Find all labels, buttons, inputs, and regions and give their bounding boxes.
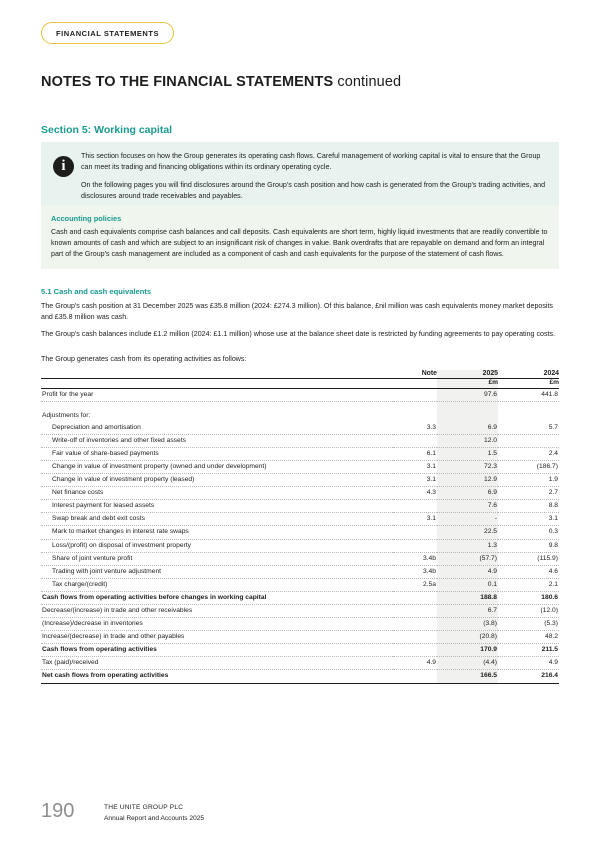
table-cell-label: Depreciation and amortisation: [41, 422, 393, 435]
table-cell-year2: 2.7: [498, 487, 559, 500]
table-cell-year2: (115.9): [498, 552, 559, 565]
table-row: [41, 631, 559, 644]
table-unit-year1: £m: [437, 379, 498, 389]
table-cell-label: Interest payment for leased assets: [41, 500, 393, 513]
table-cell-year1: 12.9: [437, 474, 498, 487]
table-unit-year2: £m: [498, 379, 559, 389]
cash-flow-table-wrapper: [41, 370, 559, 684]
note-paragraph-3: The Group generates cash from its operating activities as follows:: [41, 355, 247, 363]
table-cell-label: Swap break and debt exit costs: [41, 513, 393, 526]
table-cell-year1: 7.6: [437, 500, 498, 513]
table-header-note: Note: [393, 370, 437, 379]
table-cell-year1: 166.5: [437, 670, 498, 683]
intro-paragraph-1: This section focuses on how the Group generates its operating cash flows. Careful management of working capital is vital to ensure that the Group can meet its trading and financing obligations within its ordinary operating cycle.: [81, 152, 541, 171]
table-cell-label: Change in value of investment property (owned and under development): [41, 460, 393, 473]
table-cell-year1: (57.7): [437, 552, 498, 565]
table-cell-year1: (20.8): [437, 631, 498, 644]
table-cell-label: Mark to market changes in interest rate swaps: [41, 526, 393, 539]
table-cell-note: [393, 618, 437, 631]
table-cell-label: Loss/(profit) on disposal of investment property: [41, 539, 393, 552]
table-cell-year1: 12.0: [437, 434, 498, 447]
table-cell-note: 6.1: [393, 447, 437, 460]
table-cell-note: 2.5a: [393, 578, 437, 591]
table-row: [41, 487, 559, 500]
table-cell-year2: 180.6: [498, 591, 559, 604]
table-cell-label: Write-off of inventories and other fixed assets: [41, 434, 393, 447]
table-cell-label: Trading with joint venture adjustment: [41, 565, 393, 578]
table-cell-note: 3.4b: [393, 565, 437, 578]
table-cell-note: [393, 591, 437, 604]
table-cell-year1: 188.8: [437, 591, 498, 604]
table-unit-row: [41, 379, 559, 389]
table-cell-year2: (5.3): [498, 618, 559, 631]
table-cell-note: 3.1: [393, 513, 437, 526]
table-cell-label: (Increase)/decrease in inventories: [41, 618, 393, 631]
cash-flow-table: [41, 370, 559, 684]
table-cell-year1: 1.3: [437, 539, 498, 552]
table-cell-note: [393, 389, 437, 402]
table-cell-note: [393, 631, 437, 644]
table-row: [41, 565, 559, 578]
note-paragraph-2: The Group's cash balances include £1.2 million (2024: £1.1 million) whose use at the balance sheet date is restricted by funding agreements to pay operating costs.: [41, 330, 555, 338]
section-tag-badge: [41, 22, 174, 44]
accounting-policies-panel: [41, 206, 559, 269]
table-row: [41, 657, 559, 670]
table-cell-label: Fair value of share-based payments: [41, 447, 393, 460]
table-cell-note: [393, 605, 437, 618]
table-row: [41, 552, 559, 565]
section-tag-label: FINANCIAL STATEMENTS: [56, 28, 160, 38]
table-cell-year1: 6.9: [437, 487, 498, 500]
table-cell-label: Tax (paid)/received: [41, 657, 393, 670]
table-cell-label: Change in value of investment property (leased): [41, 474, 393, 487]
note-paragraph-1: The Group's cash position at 31 December 2025 was £35.8 million (2024: £274.3 million). Of this balance, £nil million was cash equivalents money market deposits and £35.8 million was cash.: [41, 302, 553, 322]
table-cell-year1: 22.5: [437, 526, 498, 539]
table-cell-label: Net finance costs: [41, 487, 393, 500]
table-row: [41, 605, 559, 618]
note-sub-heading: 5.1 Cash and cash equivalents: [41, 287, 152, 296]
table-cell-label: [41, 402, 393, 410]
table-cell-year1: (4.4): [437, 657, 498, 670]
table-row: [41, 578, 559, 591]
table-row: [41, 389, 559, 402]
table-row: [41, 513, 559, 526]
table-row: [41, 618, 559, 631]
table-row: [41, 670, 559, 683]
section-intro-panel: [41, 142, 559, 211]
table-cell-label: Cash flows from operating activities before changes in working capital: [41, 591, 393, 604]
accounting-policies-text: Cash and cash equivalents comprise cash balances and call deposits. Cash equivalents are short term, highly liquid investments that are readily convertible to known amounts of cash and which are subject to an insignificant risk of changes in value. Bank overdrafts that are repayable on demand and form an integral part of the Group's cash management are included as a component of cash and cash equivalents for the purpose of the statement of cash flows.: [51, 228, 548, 258]
page-title: [41, 74, 401, 90]
table-cell-year1: 0.1: [437, 578, 498, 591]
page-number: 190: [41, 800, 75, 822]
table-header-year2: 2024: [498, 370, 559, 379]
table-cell-year2: 48.2: [498, 631, 559, 644]
table-header-row: [41, 370, 559, 379]
table-row: [41, 539, 559, 552]
table-cell-year1: 1.5: [437, 447, 498, 460]
page-title-main: NOTES TO THE FINANCIAL STATEMENTS: [41, 74, 334, 90]
table-cell-year2: 5.7: [498, 422, 559, 435]
table-cell-note: [393, 644, 437, 657]
table-spacer-row: [41, 402, 559, 410]
table-cell-year1: 4.9: [437, 565, 498, 578]
table-cell-note: 4.9: [393, 657, 437, 670]
page-title-continued: continued: [337, 74, 402, 90]
table-cell-note: [393, 539, 437, 552]
table-cell-note: 3.1: [393, 474, 437, 487]
table-cell-year1: -: [437, 513, 498, 526]
table-row: [41, 644, 559, 657]
table-row: [41, 591, 559, 604]
intro-paragraph-2: On the following pages you will find disclosures around the Group's cash position and how cash is generated from the Group's trading activities, and disclosures around trade receivables and payables.: [81, 180, 546, 200]
table-cell-note: 3.4b: [393, 552, 437, 565]
table-cell-note: [393, 500, 437, 513]
table-cell-label: Share of joint venture profit: [41, 552, 393, 565]
table-header-label: [41, 370, 393, 379]
table-row: [41, 410, 559, 422]
table-cell-year2: 1.9: [498, 474, 559, 487]
table-row: [41, 422, 559, 435]
table-cell-year1: (3.8): [437, 618, 498, 631]
table-cell-label: Profit for the year: [41, 389, 393, 402]
table-cell-year2: 8.8: [498, 500, 559, 513]
table-cell-year1: 170.9: [437, 644, 498, 657]
table-row: [41, 447, 559, 460]
table-cell-note: [393, 526, 437, 539]
table-cell-year2: 211.5: [498, 644, 559, 657]
info-icon: i: [53, 156, 74, 177]
table-cell-note: 4.3: [393, 487, 437, 500]
table-cell-year1: [437, 410, 498, 422]
table-row: [41, 434, 559, 447]
table-cell-year1: [437, 402, 498, 410]
footer-company: THE UNITE GROUP PLC: [104, 804, 184, 811]
table-cell-year2: 2.4: [498, 447, 559, 460]
table-cell-label: Tax charge/(credit): [41, 578, 393, 591]
table-cell-label: Increase/(decrease) in trade and other payables: [41, 631, 393, 644]
table-cell-year2: 0.3: [498, 526, 559, 539]
table-cell-note: 3.1: [393, 460, 437, 473]
table-cell-year2: [498, 410, 559, 422]
table-row: [41, 460, 559, 473]
table-cell-year1: 6.9: [437, 422, 498, 435]
table-cell-note: [393, 670, 437, 683]
table-cell-year2: 4.6: [498, 565, 559, 578]
table-cell-year2: 441.8: [498, 389, 559, 402]
section-heading: Section 5: Working capital: [41, 124, 173, 136]
table-cell-year2: 216.4: [498, 670, 559, 683]
table-cell-year1: 72.3: [437, 460, 498, 473]
table-cell-year2: (186.7): [498, 460, 559, 473]
table-cell-year2: [498, 402, 559, 410]
table-cell-note: [393, 434, 437, 447]
table-cell-label: Decrease/(increase) in trade and other receivables: [41, 605, 393, 618]
table-cell-note: [393, 402, 437, 410]
table-row: [41, 526, 559, 539]
footer-text: [104, 803, 204, 825]
table-cell-label: Cash flows from operating activities: [41, 644, 393, 657]
table-cell-year1: 97.6: [437, 389, 498, 402]
table-cell-label: Net cash flows from operating activities: [41, 670, 393, 683]
table-cell-note: 3.3: [393, 422, 437, 435]
table-row: [41, 500, 559, 513]
table-header-year1: 2025: [437, 370, 498, 379]
table-cell-year2: (12.0): [498, 605, 559, 618]
table-cell-year2: 2.1: [498, 578, 559, 591]
table-row: [41, 474, 559, 487]
table-cell-year1: 6.7: [437, 605, 498, 618]
table-cell-year2: [498, 434, 559, 447]
table-cell-year2: 3.1: [498, 513, 559, 526]
table-cell-label: Adjustments for:: [42, 411, 91, 419]
table-cell-note: [393, 410, 437, 422]
table-cell-year2: 4.9: [498, 657, 559, 670]
footer-report: Annual Report and Accounts 2025: [104, 814, 205, 822]
accounting-policies-title: Accounting policies: [51, 214, 122, 223]
table-cell-year2: 9.8: [498, 539, 559, 552]
